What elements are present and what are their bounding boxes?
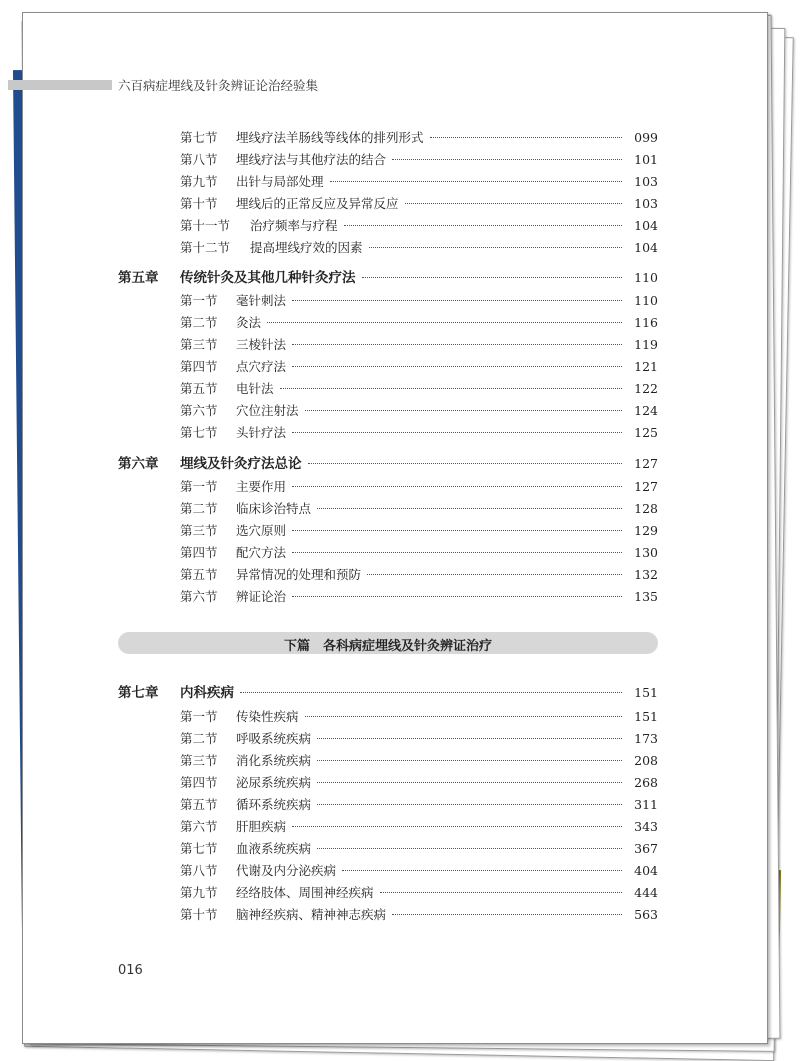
toc-page: 103 bbox=[634, 196, 658, 211]
toc-title: 头针疗法 bbox=[236, 425, 287, 440]
dot-leader bbox=[267, 322, 622, 323]
toc-label: 第一节 bbox=[180, 479, 218, 494]
toc-page: 311 bbox=[634, 797, 658, 812]
toc-page: 116 bbox=[634, 315, 658, 330]
toc-page: 404 bbox=[634, 863, 658, 878]
dot-leader bbox=[317, 804, 622, 805]
toc-page: 129 bbox=[634, 523, 658, 538]
toc-label: 第三节 bbox=[180, 523, 218, 538]
toc-label: 第六节 bbox=[180, 819, 218, 834]
toc-entry[interactable] bbox=[180, 379, 658, 397]
toc-page: 208 bbox=[634, 753, 658, 768]
toc-title: 三棱针法 bbox=[236, 337, 287, 352]
toc-label: 第二节 bbox=[180, 501, 218, 516]
dot-leader bbox=[344, 225, 622, 226]
toc-title: 出针与局部处理 bbox=[236, 174, 324, 189]
toc-title: 血液系统疾病 bbox=[236, 841, 312, 856]
toc-title: 临床诊治特点 bbox=[236, 501, 312, 516]
toc-entry[interactable] bbox=[180, 216, 658, 234]
toc-entry[interactable] bbox=[180, 238, 658, 256]
toc-label: 第四节 bbox=[180, 359, 218, 374]
toc-label: 第七节 bbox=[180, 130, 218, 145]
toc-label: 第一节 bbox=[180, 293, 218, 308]
running-header-title: 六百病症埋线及针灸辨证论治经验集 bbox=[118, 78, 319, 93]
toc-label: 第四节 bbox=[180, 775, 218, 790]
toc-page: 132 bbox=[634, 567, 658, 582]
toc-label: 第四节 bbox=[180, 545, 218, 560]
toc-entry[interactable] bbox=[180, 194, 658, 212]
toc-chapter-entry[interactable] bbox=[118, 681, 658, 699]
header-bar bbox=[8, 80, 112, 90]
toc-entry[interactable] bbox=[180, 335, 658, 353]
dot-leader bbox=[392, 159, 622, 160]
toc-entry[interactable] bbox=[180, 565, 658, 583]
part-banner-title: 下篇 各科病症埋线及针灸辨证治疗 bbox=[283, 639, 492, 654]
toc-chapter-title: 传统针灸及其他几种针灸疗法 bbox=[180, 270, 356, 286]
dot-leader bbox=[317, 508, 622, 509]
toc-chapter-entry[interactable] bbox=[118, 452, 658, 470]
toc-page: 151 bbox=[634, 709, 658, 724]
toc-page: 127 bbox=[634, 456, 658, 471]
toc-label: 第十节 bbox=[180, 196, 218, 211]
toc-title: 提高埋线疗效的因素 bbox=[250, 240, 363, 255]
toc-label: 第八节 bbox=[180, 152, 218, 167]
toc-label: 第十二节 bbox=[180, 240, 231, 255]
toc-entry[interactable] bbox=[180, 357, 658, 375]
toc-entry[interactable] bbox=[180, 172, 658, 190]
dot-leader bbox=[292, 530, 622, 531]
toc-page: 128 bbox=[634, 501, 658, 516]
toc-title: 治疗频率与疗程 bbox=[250, 218, 338, 233]
toc-label: 第三节 bbox=[180, 753, 218, 768]
toc-page: 124 bbox=[634, 403, 658, 418]
toc-page: 343 bbox=[634, 819, 658, 834]
dot-leader bbox=[308, 463, 623, 464]
toc-title: 电针法 bbox=[236, 381, 274, 396]
toc-title: 泌尿系统疾病 bbox=[236, 775, 312, 790]
toc-label: 第三节 bbox=[180, 337, 218, 352]
toc-title: 辨证论治 bbox=[236, 589, 287, 604]
toc-entry[interactable] bbox=[180, 477, 658, 495]
toc-label: 第二节 bbox=[180, 315, 218, 330]
toc-title: 配穴方法 bbox=[236, 545, 287, 560]
page-number: 016 bbox=[118, 963, 143, 978]
toc-page: 173 bbox=[634, 731, 658, 746]
dot-leader bbox=[292, 596, 622, 597]
toc-title: 选穴原则 bbox=[236, 523, 287, 538]
toc-entry[interactable] bbox=[180, 751, 658, 769]
toc-entry[interactable] bbox=[180, 313, 658, 331]
toc-page: 127 bbox=[634, 479, 658, 494]
dot-leader bbox=[280, 388, 622, 389]
toc-entry[interactable] bbox=[180, 401, 658, 419]
toc-label: 第八节 bbox=[180, 863, 218, 878]
toc-title: 脑神经疾病、精神神志疾病 bbox=[236, 907, 387, 922]
toc-chapter-entry[interactable] bbox=[118, 266, 658, 284]
dot-leader bbox=[317, 738, 622, 739]
dot-leader bbox=[405, 203, 622, 204]
toc-label: 第六节 bbox=[180, 403, 218, 418]
toc-title: 埋线疗法羊肠线等线体的排列形式 bbox=[236, 130, 424, 145]
dot-leader bbox=[392, 914, 622, 915]
toc-title: 呼吸系统疾病 bbox=[236, 731, 312, 746]
dot-leader bbox=[292, 300, 622, 301]
toc-chapter-label: 第六章 bbox=[118, 456, 159, 472]
toc-label: 第五节 bbox=[180, 381, 218, 396]
toc-title: 肝胆疾病 bbox=[236, 819, 287, 834]
toc-label: 第七节 bbox=[180, 425, 218, 440]
toc-page: 135 bbox=[634, 589, 658, 604]
toc-page: 121 bbox=[634, 359, 658, 374]
toc-title: 穴位注射法 bbox=[236, 403, 299, 418]
toc-chapter-label: 第五章 bbox=[118, 270, 159, 286]
toc-title: 循环系统疾病 bbox=[236, 797, 312, 812]
toc-entry[interactable] bbox=[180, 423, 658, 441]
toc-entry[interactable] bbox=[180, 817, 658, 835]
toc-entry[interactable] bbox=[180, 773, 658, 791]
dot-leader bbox=[367, 574, 622, 575]
dot-leader bbox=[305, 410, 622, 411]
toc-page: 104 bbox=[634, 240, 658, 255]
toc-entry[interactable] bbox=[180, 587, 658, 605]
toc-title: 点穴疗法 bbox=[236, 359, 287, 374]
toc-title: 灸法 bbox=[236, 315, 262, 330]
toc-title: 异常情况的处理和预防 bbox=[236, 567, 362, 582]
dot-leader bbox=[369, 247, 622, 248]
toc-entry[interactable] bbox=[180, 150, 658, 168]
toc-entry[interactable] bbox=[180, 521, 658, 539]
toc-page: 103 bbox=[634, 174, 658, 189]
toc-label: 第七节 bbox=[180, 841, 218, 856]
dot-leader bbox=[317, 848, 622, 849]
dot-leader bbox=[430, 137, 622, 138]
toc-page: 444 bbox=[634, 885, 658, 900]
toc-label: 第二节 bbox=[180, 731, 218, 746]
toc-page: 125 bbox=[634, 425, 658, 440]
toc-page: 367 bbox=[634, 841, 658, 856]
toc-label: 第十节 bbox=[180, 907, 218, 922]
toc-label: 第五节 bbox=[180, 567, 218, 582]
dot-leader bbox=[305, 716, 622, 717]
toc-entry[interactable] bbox=[180, 729, 658, 747]
toc-chapter-title: 内科疾病 bbox=[180, 685, 234, 701]
toc-label: 第十一节 bbox=[180, 218, 231, 233]
dot-leader bbox=[342, 870, 622, 871]
dot-leader bbox=[330, 181, 622, 182]
toc-page: 122 bbox=[634, 381, 658, 396]
toc-title: 传染性疾病 bbox=[236, 709, 299, 724]
toc-label: 第五节 bbox=[180, 797, 218, 812]
toc-page: 130 bbox=[634, 545, 658, 560]
toc-entry[interactable] bbox=[180, 499, 658, 517]
toc-title: 消化系统疾病 bbox=[236, 753, 312, 768]
dot-leader bbox=[317, 782, 622, 783]
toc-entry[interactable] bbox=[180, 839, 658, 857]
toc-entry[interactable] bbox=[180, 861, 658, 879]
dot-leader bbox=[292, 486, 622, 487]
toc-title: 经络肢体、周围神经疾病 bbox=[236, 885, 374, 900]
toc-entry[interactable] bbox=[180, 291, 658, 309]
dot-leader bbox=[292, 432, 622, 433]
toc-page: 151 bbox=[634, 685, 658, 700]
toc-page: 110 bbox=[634, 270, 658, 285]
toc-title: 主要作用 bbox=[236, 479, 287, 494]
toc-title: 代谢及内分泌疾病 bbox=[236, 863, 337, 878]
part-banner bbox=[118, 632, 658, 654]
toc-label: 第一节 bbox=[180, 709, 218, 724]
toc-chapter-label: 第七章 bbox=[118, 685, 159, 701]
dot-leader bbox=[292, 344, 622, 345]
toc-entry[interactable] bbox=[180, 795, 658, 813]
dot-leader bbox=[292, 366, 622, 367]
dot-leader bbox=[380, 892, 622, 893]
toc-label: 第九节 bbox=[180, 885, 218, 900]
toc-title: 埋线后的正常反应及异常反应 bbox=[236, 196, 399, 211]
dot-leader bbox=[317, 760, 622, 761]
dot-leader bbox=[292, 552, 622, 553]
toc-entry[interactable] bbox=[180, 707, 658, 725]
toc-entry[interactable] bbox=[180, 905, 658, 923]
toc-page: 110 bbox=[634, 293, 658, 308]
toc-entry[interactable] bbox=[180, 128, 658, 146]
toc-entry[interactable] bbox=[180, 883, 658, 901]
toc-page: 104 bbox=[634, 218, 658, 233]
dot-leader bbox=[292, 826, 622, 827]
toc-page: 119 bbox=[634, 337, 658, 352]
dot-leader bbox=[362, 277, 623, 278]
toc-page: 268 bbox=[634, 775, 658, 790]
toc-label: 第六节 bbox=[180, 589, 218, 604]
toc-title: 埋线疗法与其他疗法的结合 bbox=[236, 152, 387, 167]
toc-page: 563 bbox=[634, 907, 658, 922]
toc-page: 101 bbox=[634, 152, 658, 167]
dot-leader bbox=[240, 692, 622, 693]
toc-label: 第九节 bbox=[180, 174, 218, 189]
toc-chapter-title: 埋线及针灸疗法总论 bbox=[180, 456, 302, 472]
toc-page: 099 bbox=[634, 130, 658, 145]
toc-title: 毫针刺法 bbox=[236, 293, 287, 308]
toc-entry[interactable] bbox=[180, 543, 658, 561]
